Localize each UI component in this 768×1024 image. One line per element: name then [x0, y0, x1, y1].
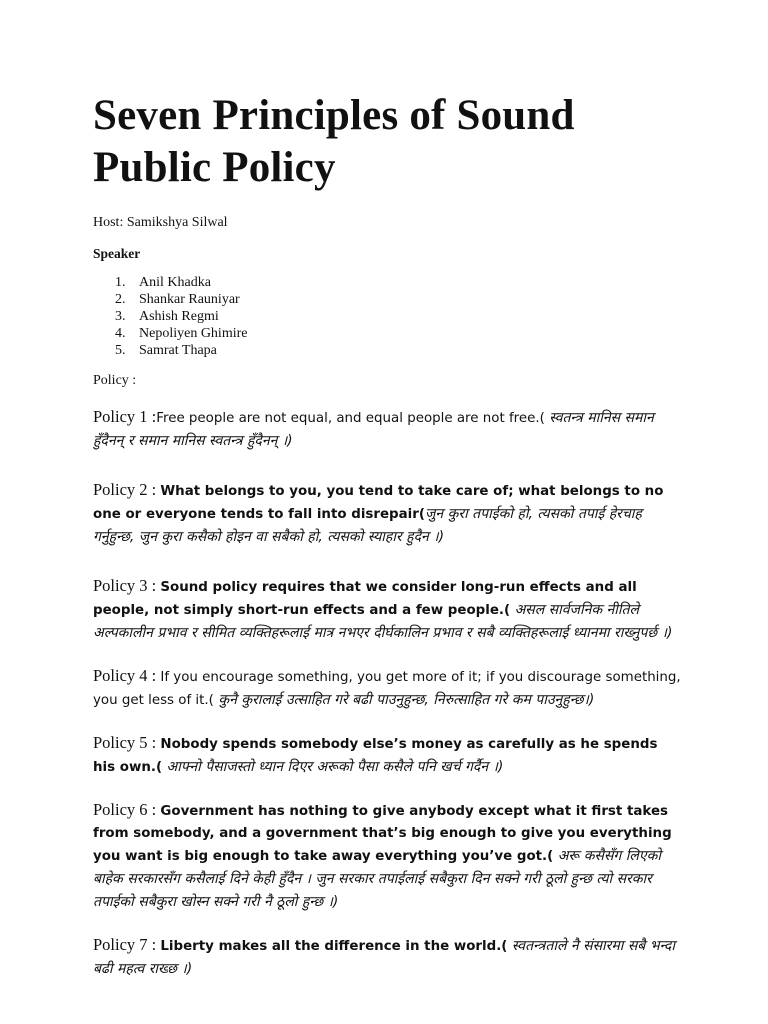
policy-label: Policy :: [93, 373, 137, 388]
policy-separator: :: [147, 733, 161, 752]
policy-name: Policy 1: [93, 407, 148, 426]
title-line-1: Seven Principles of Sound: [93, 92, 575, 139]
title-line-2: Public Policy: [93, 144, 336, 191]
host-line: Host: Samikshya Silwal: [93, 215, 228, 230]
policy-separator: :: [147, 576, 161, 595]
policy-nepali-text: असल सार्वजनिक नीतिले अल्पकालीन प्रभाव र सीमित व्यक्तिहरूलाई मात्र नभएर दीर्घकालिन प्रभाव र सबै व्यक्तिहरूलाई ध्यानमा राख्नुपर्छ ।): [93, 602, 673, 641]
policy-name: Policy 7: [93, 935, 148, 954]
policy-english-text: What belongs to you, you tend to take care of; what belongs to no one or everyone tends to fall into disrepair(: [93, 484, 664, 522]
policy-english-text: Sound policy requires that we consider long-run effects and all people, not simply short-run effects and a few people.(: [93, 580, 637, 618]
policy-separator: :: [147, 935, 161, 954]
policy-separator: :: [147, 407, 157, 426]
policy-name: Policy 6: [93, 800, 148, 819]
speaker-list: [93, 274, 683, 359]
policy-english-text: Free people are not equal, and equal people are not free.(: [156, 411, 545, 426]
policy-english-text: Government has nothing to give anybody except what it first takes from somebody, and a government that’s big enough to give you everything you want is big enough to take away everything you’ve got.(: [93, 804, 672, 864]
list-item: [93, 325, 683, 342]
policy-paragraph: [93, 479, 683, 549]
policy-paragraph: [93, 732, 683, 779]
policy-paragraph: [93, 665, 683, 712]
page-title: [93, 90, 683, 194]
policy-english-text: Liberty makes all the difference in the world.(: [160, 939, 508, 954]
list-number: 2.: [115, 292, 126, 307]
list-number: 1.: [115, 275, 126, 290]
list-number: 4.: [115, 326, 126, 341]
policy-separator: :: [147, 666, 161, 685]
speaker-name: Ashish Regmi: [139, 309, 219, 324]
policy-name: Policy 3: [93, 576, 148, 595]
policy-english-text: If you encourage something, you get more of it; if you discourage something, you get less of it.(: [93, 670, 681, 708]
speaker-name: Samrat Thapa: [139, 343, 217, 358]
policy-nepali-text: स्वतन्त्रताले नै संसारमा सबै भन्दा बढी महत्व राख्छ ।): [93, 938, 675, 977]
policy-separator: :: [147, 480, 161, 499]
policy-paragraph: [93, 799, 683, 914]
policy-nepali-text: अरू कसैसँग लिएको बाहेक सरकारसँग कसैलाई दिने केही हुँदैन । जुन सरकार तपाईलाई सबैकुरा दिन सक्ने गरी ठूलो हुन्छ त्यो सरकार तपाईको सबैकुरा खोस्न सक्ने गरी नै ठूलो हुन्छ ।): [93, 848, 661, 910]
speaker-name: Anil Khadka: [139, 275, 211, 290]
list-item: [93, 291, 683, 308]
policy-paragraph: [93, 575, 683, 645]
list-item: [93, 308, 683, 325]
list-item: [93, 342, 683, 359]
policy-separator: :: [147, 800, 161, 819]
policy-english-text: Nobody spends somebody else’s money as carefully as he spends his own.(: [93, 737, 658, 775]
policy-nepali-text: स्वतन्त्र मानिस समान हुँदैनन् र समान मानिस स्वतन्त्र हुँदैनन् ।): [93, 410, 654, 449]
policy-name: Policy 4: [93, 666, 148, 685]
policy-paragraph: [93, 934, 683, 981]
policy-nepali-text: जुन कुरा तपाईको हो, त्यसको तपाई हेरचाह गर्नुहुन्छ, जुन कुरा कसैको होइन वा सबैको हो, त्यसको स्याहार हुदैन ।): [93, 506, 642, 545]
document-page: [93, 90, 683, 995]
policy-nepali-text: कुनै कुरालाई उत्साहित गरे बढी पाउनुहुन्छ, निरुत्साहित गरे कम पाउनुहुन्छ।): [213, 692, 595, 708]
policy-name: Policy 2: [93, 480, 148, 499]
policy-name: Policy 5: [93, 733, 148, 752]
speaker-heading: Speaker: [93, 246, 141, 261]
speaker-name: Shankar Rauniyar: [139, 292, 240, 307]
list-item: [93, 274, 683, 291]
speaker-name: Nepoliyen Ghimire: [139, 326, 248, 341]
list-number: 3.: [115, 309, 126, 324]
list-number: 5.: [115, 343, 126, 358]
policy-paragraph: [93, 406, 683, 453]
policy-nepali-text: आफ्नो पैसाजस्तो ध्यान दिएर अरूको पैसा कसैले पनि खर्च गर्दैन ।): [162, 759, 504, 775]
